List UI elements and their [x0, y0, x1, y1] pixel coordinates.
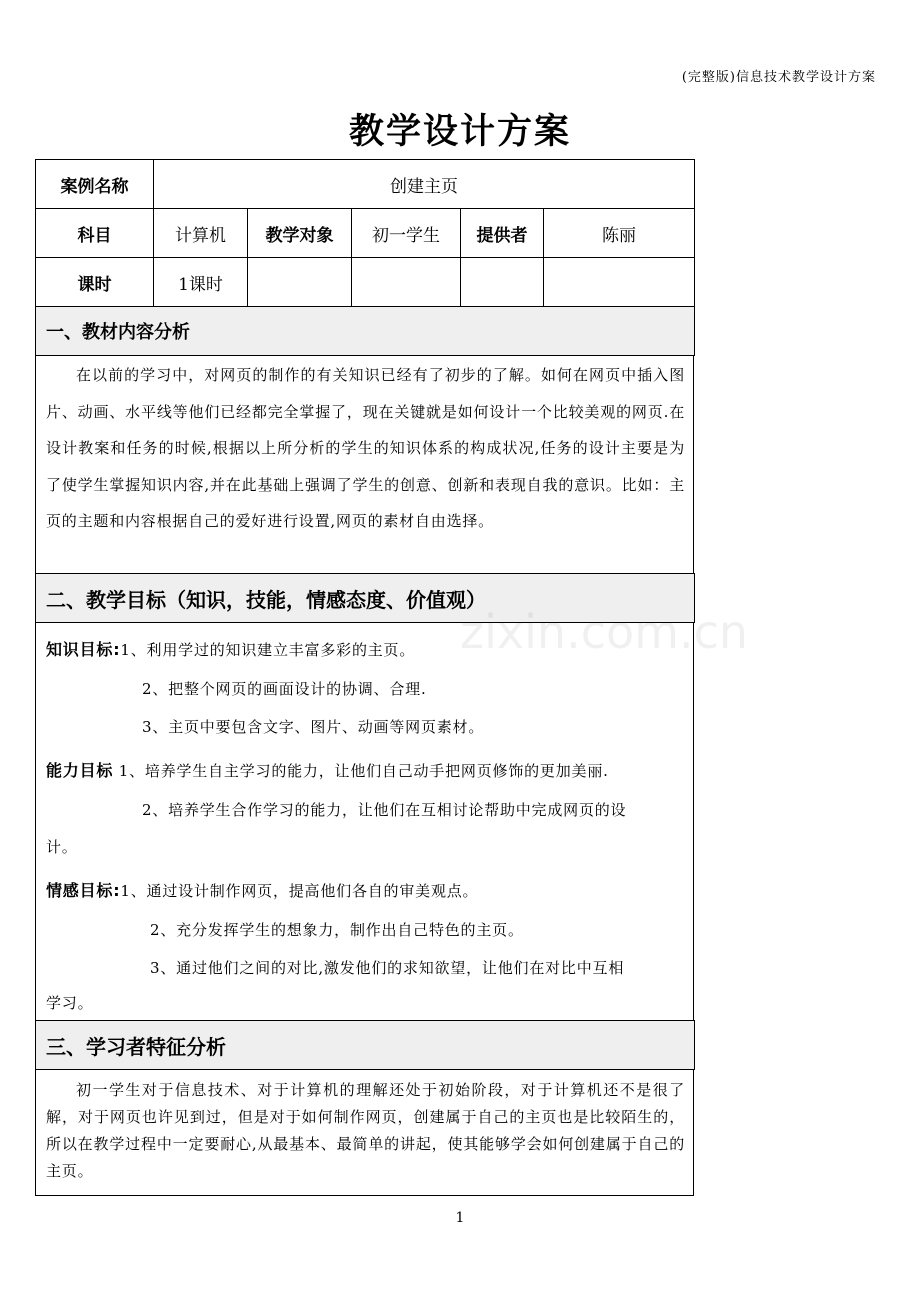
running-header: (完整版)信息技术教学设计方案 [681, 70, 876, 85]
audience-label: 教学对象 [248, 209, 352, 258]
section-1-heading: 一、教材内容分析 [35, 306, 695, 356]
hours-label: 课时 [36, 258, 154, 307]
ability-goal-2a: 2、培养学生合作学习的能力，让他们在互相讨论帮助中完成网页的设 [142, 801, 627, 819]
hours-value: 1课时 [154, 258, 248, 307]
info-table [35, 159, 695, 307]
ability-goal-2b: 计。 [46, 838, 78, 856]
section-3-box [35, 1069, 694, 1196]
empty-cell [352, 258, 461, 307]
subject-label: 科目 [36, 209, 154, 258]
section-2-heading: 二、教学目标（知识，技能，情感态度、价值观） [35, 573, 695, 623]
case-name-value: 创建主页 [154, 160, 695, 209]
empty-cell [461, 258, 544, 307]
section-1-box [35, 355, 694, 574]
section-1-body: 在以前的学习中，对网页的制作的有关知识已经有了初步的了解。如何在网页中插入图片、动画、水平线等他们已经都完全掌握了，现在关键就是如何设计一个比较美观的网页.在设计教案和任务的时候,根据以上所分析的学生的知识体系的构成状况,任务的设计主要是为了使学生掌握知识内容,并在此基础上强调了学生的创意、创新和表现自我的意识。比如：主页的主题和内容根据自己的爱好进行设置,网页的素材自由选择。 [46, 366, 685, 530]
page-number: 1 [455, 1210, 465, 1226]
table-row [36, 160, 695, 209]
emotion-goal-3b: 学习。 [46, 994, 94, 1012]
knowledge-goal-line [46, 637, 415, 660]
emotion-goal-2: 2、充分发挥学生的想象力，制作出自己特色的主页。 [150, 921, 524, 939]
case-name-label: 案例名称 [36, 160, 154, 209]
ability-goal-label: 能力目标 [46, 761, 114, 780]
section-2-box [35, 622, 694, 1021]
subject-value: 计算机 [154, 209, 248, 258]
empty-cell [544, 258, 695, 307]
knowledge-goal-3: 3、主页中要包含文字、图片、动画等网页素材。 [142, 718, 485, 736]
document-title: 教学设计方案 [348, 112, 571, 152]
table-row [36, 209, 695, 258]
emotion-goal-label: 情感目标: [46, 881, 121, 900]
knowledge-goal-2: 2、把整个网页的画面设计的协调、合理. [142, 680, 427, 698]
knowledge-goal-1: 1、利用学过的知识建立丰富多彩的主页。 [120, 641, 416, 659]
section-3-heading: 三、学习者特征分析 [35, 1020, 695, 1070]
ability-goal-1: 1、培养学生自主学习的能力，让他们自己动手把网页修饰的更加美丽. [118, 762, 609, 780]
provider-label: 提供者 [461, 209, 544, 258]
emotion-goal-1: 1、通过设计制作网页，提高他们各自的审美观点。 [120, 882, 479, 900]
section-3-body: 初一学生对于信息技术、对于计算机的理解还处于初始阶段，对于计算机还不是很了解，对于网页也许见到过，但是对于如何制作网页，创建属于自己的主页也是比较陌生的，所以在教学过程中一定要耐心,从最基本、最简单的讲起，使其能够学会如何创建属于自己的主页。 [46, 1081, 685, 1180]
emotion-goal-3a: 3、通过他们之间的对比,激发他们的求知欲望，让他们在对比中互相 [150, 959, 625, 977]
audience-value: 初一学生 [352, 209, 461, 258]
emotion-goal-line [46, 878, 478, 901]
knowledge-goal-label: 知识目标: [46, 640, 121, 659]
table-row [36, 258, 695, 307]
watermark: zixin.com.cn [460, 605, 749, 659]
provider-value: 陈丽 [544, 209, 695, 258]
ability-goal-line [46, 758, 609, 781]
empty-cell [248, 258, 352, 307]
